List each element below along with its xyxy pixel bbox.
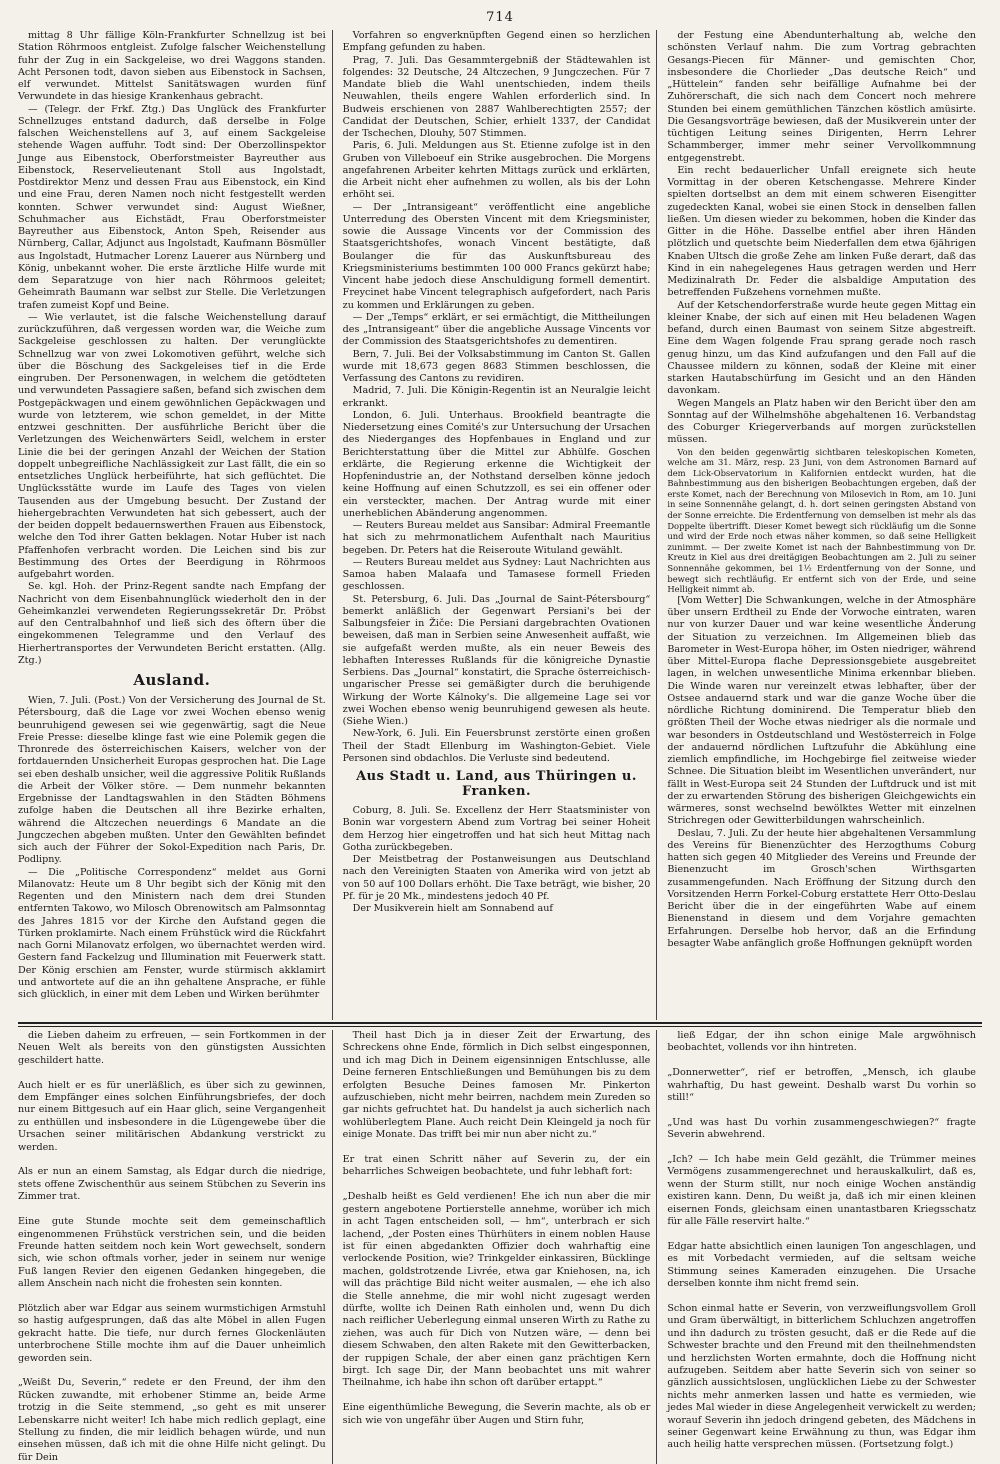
news-section [18, 30, 982, 1020]
article-text: Wien, 7. Juli. (Post.) Von der Versicherung des Journal de St. Pétersbourg, daß die Lage vor zwei Wochen ebenso wenig beunruhigend gewesen sei wie gegenwärtig, sagt die Neue Freie Presse: dieselbe klinge fast wie eine Polemik gegen die Thronrede des österreichischen Kaisers, welcher von der fortdauernden Unsicherheit Europas gesprochen hat. Die Lage sei eben deshalb unsicher, weil die aggressive Politik Rußlands die Arbeit der Völker störe. — Dem nunmehr bekannten Ergebnisse der Landtagswahlen in den Städten Böhmens zufolge haben die Deutschen all ihre Bezirke erhalten, während die Altczechen neuerdings 6 Mandate an die Jungczechen abgeben mußten. Unter den Gewählten befindet sich auch der Führer der Sokol-Expedition nach Paris, Dr. Podlipny. [18, 695, 326, 866]
article-text: Ein recht bedauerlicher Unfall ereignete sich heute Vormittag in der oberen Ketschengasse. Mehrere Kinder spielten dortselbst an dem mit einem schweren Eisengitter zugedeckten Kanal, wobei sie einen Stock in denselben fallen ließen. Um diesen wieder zu bekommen, hoben die Kinder das Gitter in die Höhe. Dasselbe entfiel aber ihren Händen plötzlich und quetschte beim Niederfallen dem etwa 6jährigen Knaben Ultsch die große Zehe am linken Fuße derart, daß das Kind in ein nahegelegenes Haus getragen werden und Herr Medizinalrath Dr. Feder die alsbaldige Amputation des betreffenden Fußzehens vornehmen mußte. [667, 164, 976, 299]
article-text: — Reuters Bureau meldet aus Sydney: Laut Nachrichten aus Samoa haben Malaafa und Tamasese formell Frieden geschlossen. [342, 556, 651, 593]
article-text: New-York, 6. Juli. Ein Feuersbrunst zerstörte einen großen Theil der Stadt Ellenburg im Washington-Gebiet. Viele Personen sind obdachlos. Die Verluste sind bedeutend. [342, 728, 651, 764]
news-column-2 [343, 30, 658, 1020]
article-text: St. Petersburg, 6. Juli. Das „Journal de Saint-Pétersbourg“ bemerkt anläßlich der Gegenwart Persiani's bei der Salbungsfeier in Žiče: Die Persiani dargebrachten Ovationen beweisen, daß man in Serbien seine Anwesenheit auffaßt, wie sie aufgefaßt werden mußte, als ein neuer Beweis des lebhaften Interesses Rußlands für die königreiche Dynastie Serbiens. Das „Journal“ konstatirt, die Sprache österreichisch-ungarischer Presse sei gemäßigter durch die beruhigende Wirkung der Worte Kálnoky's. Die allgemeine Lage sei vor zwei Wochen ebenso wenig beunruhigend gewesen als heute. (Siehe Wien.) [342, 593, 651, 727]
article-text: Coburg, 8. Juli. Se. Excellenz der Herr Staatsminister von Bonin war vorgestern Abend zum Vortrag bei seiner Hoheit dem Herzog hier eingetroffen und hat sich heut Mittag nach Gotha zurückbegeben. [342, 805, 651, 853]
article-text: Wegen Mangels an Platz haben wir den Bericht über den am Sonntag auf der Wilhelmshöhe abgehaltenen 16. Verbandstag des Coburger Kriegerverbands auf morgen zurückstellen müssen. [667, 397, 976, 446]
section-divider [18, 1022, 982, 1024]
article-text: — Der „Intransigeant“ veröffentlicht eine angebliche Unterredung des Obersten Vincent mit dem Kriegsminister, sowie die Aussage Vincents vor der Commission des Staatsgerichtshofes, wonach Vincent bestätigte, daß Boulanger die für das Auskunftsbureau des Kriegsministeriums bestimmten 100 000 Francs gekürzt habe; Vincent habe jedoch diese Anschuldigung formell dementirt. Freycinet habe Vincent telegraphisch aufgefordert, nach Paris zu kommen und Erklärungen zu geben. [342, 201, 651, 311]
article-text: Madrid, 7. Juli. Die Königin-Regentin ist an Neuralgie leicht erkrankt. [342, 385, 651, 409]
page-number: 714 [486, 10, 514, 25]
article-text: Se. kgl. Hoh. der Prinz-Regent sandte nach Empfang der Nachricht von dem Eisenbahnunglück wiederholt den in der Geheimkanzlei verwendeten Regierungssekretär Dr. Pröbst auf den Centralbahnhof und ließ sich des öftern über die eingekommenen Telegramme und den Verlauf des Hierhertransportes der Verwundeten Bericht erstatten. (Allg. Ztg.) [18, 581, 326, 666]
article-text: — (Telegr. der Frkf. Ztg.) Das Unglück des Frankfurter Schnellzuges entstand dadurch, daß derselbe in Folge falschen Weichenstellens auf 3, auf einem Sackgeleise stehende Wagen auffuhr. Todt sind: Der Oberzollinspektor Junge aus Eibenstock, Oberforstmeister Bayreuther aus Eibenstock, Reservelieutenant Stoll aus Ingolstadt, Postdirektor Menz und dessen Frau aus Eibenstock, ein Kind und eine Frau, deren Namen noch nicht festgestellt werden konnten. Schwer verwundet sind: August Wießner, Schuhmacher aus Eichstädt, Frau Oberforstmeister Bayreuther aus Eibenstock, Anton Speh, Reisender aus Nürnberg, Callar, Adjunct aus Ingolstadt, Kaufmann Bösmüller aus Ingolstadt, Hutmacher Lorenz Lauerer aus Nürnberg und König, unbekannt woher. Die erste ärztliche Hilfe wurde mit dem Separatzuge von hier nach Röhrmoos geleitet; Geheimrath Baumann war selbst zur Stelle. Die Verletzungen trafen zumeist Kopf und Beine. [18, 103, 326, 311]
news-column-3 [667, 30, 982, 1020]
article-text: Prag, 7. Juli. Das Gesammtergebniß der Städtewahlen ist folgendes: 32 Deutsche, 24 Altczechen, 9 Jungczechen. Für 7 Mandate blieb die Wahl unentschieden, indem theils Neuwahlen, theils engere Wahlen erforderlich sind. In Budweis erschienen von 2887 Wahlberechtigten 2557; der Candidat der Deutschen, Schier, erhielt 1337, der Candidat der Tschechen, Dlouhy, 507 Stimmen. [342, 54, 651, 139]
article-text: Der Musikverein hielt am Sonnabend auf [352, 903, 553, 914]
article-text: Der Meistbetrag der Postanweisungen aus Deutschland nach den Vereinigten Staaten von Amerika wird von jetzt ab von 50 auf 100 Dollars erhöht. Die Taxe beträgt, wie bisher, 20 Pf. für je 20 Mk., mindestens jedoch 40 Pf. [342, 854, 651, 902]
article-text: Auf der Ketschendorferstraße wurde heute gegen Mittag ein kleiner Knabe, der sich auf einen mit Heu beladenen Wagen befand, durch einen Baumast von seinem Sitze abgestreift. Eine dem Wagen folgende Frau sprang gerade noch rasch genug hinzu, um das Kind aufzufangen und den Fall auf die Chaussee mildern zu können, sodaß der Kleine mit einer starken Hautabschürfung im Gesicht und an den Händen davonkam. [667, 299, 976, 397]
story-text: ließ Edgar, der ihn schon einige Male argwöhnisch beobachtet, vollends vor ihn hintreten. „Donnerwetter“, rief er betroffen, „Mensch, ich glaube wahrhaftig, Du hast geweint. Deshalb warst Du vorhin so still!“ „Und was hast Du vorhin zusammengeschwiegen?“ fragte Severin abwehrend. „Ich? — Ich habe mein Geld gezählt, die Trümmer meines Vermögens zusammengerechnet und herauskalkulirt, daß es, wenn der Sturm stillt, nur noch einige Wochen anständig existiren kann. Denn, Du weißt ja, daß ich mir einen kleinen eisernen Fonds, gleichsam einen unantastbaren Kriegsschatz für alle Fälle reservirt halte.“ Edgar hatte absichtlich einen launigen Ton angeschlagen, und es mit Vorbedacht vermieden, auf die seltsam weiche Stimmung seines Kameraden einzugehen. Die Ursache derselben konnte ihm nicht fremd sein. Schon einmal hatte er Severin, von verzweiflungsvollem Groll und Gram überwältigt, in bitterlichem Schluchzen angetroffen und ihn dadurch zu trösten gesucht, daß er die Rede auf die Schwester brachte und den Freund mit den theilnehmendsten und herzlichsten Worten ermahnte, doch die Hoffnung nicht aufzugeben. Seitdem aber hatte Severin sich von seiner so gänzlich aussichtslosen, unglücklichen Liebe zu der Schwester nichts mehr anmerken lassen und hatte es vermieden, wie jedes Mal wieder in diese Angelegenheit verwickelt zu werden; worauf Severin ihn jedoch dringend gebeten, des Mädchens in seiner Gegenwart keine Erwähnung zu thun, was Edgar ihm auch heilig hatte versprechen müssen. (Fortsetzung folgt.) [667, 1030, 976, 1451]
article-text: Deslau, 7. Juli. Zu der heute hier abgehaltenen Versammlung des Vereins für Bienenzüchter des Herzogthums Coburg hatten sich gegen 40 Mitglieder des Vereins und Freunde der Bienenzucht im Grosch'schen Wirthsgarten zusammengefunden. Nach Eröffnung der Sitzung durch den Vorsitzenden Herrn Forkel-Coburg erstattete Herr Otto-Deslau Bericht über die in der eingeführten Wabe auf einem Bienenstand in diesem und dem Vorjahre gemachten Erfahrungen. Derselbe hob hervor, daß an die Erfindung besagter Wabe anfänglich große Hoffnungen geknüpft worden [667, 827, 976, 949]
article-text: Vorfahren so engverknüpften Gegend einen so herzlichen Empfang gefunden zu haben. [342, 30, 651, 54]
section-divider [18, 1026, 982, 1027]
article-text: mittag 8 Uhr fällige Köln-Frankfurter Schnellzug ist bei Station Röhrmoos entgleist. Zufolge falscher Weichenstellung fuhr der Zug in ein Sackgeleise, wo drei Waggons standen. Acht Personen todt, davon sieben aus Eibenstock in Sachsen, elf verwundet. Mittelst Sanitätswagen wurden fünf Verwundete in das hiesige Krankenhaus gebracht. [18, 30, 326, 103]
feuilleton-section [18, 1030, 982, 1463]
article-text: — Reuters Bureau meldet aus Sansibar: Admiral Freemantle hat sich zu mehrmonatlichem Aufenthalt nach Mauritius begeben. Dr. Peters hat die Reiseroute Wituland gewählt. [342, 520, 651, 556]
article-text: [Vom Wetter] Die Schwankungen, welche in der Atmosphäre über unsern Erdtheil zu Ende der Vorwoche eintraten, waren nur von kurzer Dauer und war keine wesentliche Änderung der Situation zu verzeichnen. Im Allgemeinen blieb das Barometer in West-Europa höher, im Osten niedriger, während über Mittel-Europa flache Depressionsgebiete ausgebreitet lagen, in welchen unwesentliche Minima erkennbar blieben. Die Winde waren nur vereinzelt etwas lebhafter, über der Ostsee andauernd stark und war die ganze Woche über die nördliche Richtung dominirend. Die Temperatur blieb den größten Theil der Woche etwas niedriger als die normale und war besonders in Ostdeutschland und Westösterreich in Folge der andauernd nördlichen Luftzufuhr die Abkühlung eine ziemlich empfindliche, im Hochgebirge fiel zeitweise wieder Schnee. Die Situation bleibt im Wesentlichen unverändert, nur fällt in West-Europa seit 24 Stunden der Luftdruck und ist mit der zu erwartenden Störung des bisherigen Gleichgewichts ein wärmeres, sonst wechselnd bewölktes Wetter mit einzelnen Strichregen oder Gewitterbildungen wahrscheinlich. [667, 594, 976, 827]
section-heading-local: Aus Stadt u. Land, aus Thüringen u. Franken. [356, 769, 637, 799]
feuilleton-column-3 [667, 1030, 982, 1464]
story-text: die Lieben daheim zu erfreuen, — sein Fortkommen in der Neuen Welt als bereits von den günstigsten Aussichten geschildert hatte. Auch hielt er es für unerläßlich, es über sich zu gewinnen, dem Empfänger eines solchen Einführungsbriefes, der doch nur einem Bittgesuch auf ein Haar glich, seine Vergangenheit zu enthüllen und insbesondere in die Lügengewebe über die Ursachen seiner militärischen Abdankung verstrickt zu werden. Als er nun an einem Samstag, als Edgar durch die niedrige, stets offene Zwischenthür aus seinem Stübchen zu Severin ins Zimmer trat. Eine gute Stunde mochte seit dem gemeinschaftlich eingenommenen Frühstück verstrichen sein, und die beiden Freunde hatten seitdem noch kein Wort gewechselt, sondern sich, wie schon oftmals vorher, jeder in seinem nur wenige Fuß langen Revier den eigenen Gedanken hingegeben, die allem Anschein nach nicht die frohesten sein konnten. Plötzlich aber war Edgar aus seinem wurmstichigen Armstuhl so hastig aufgesprungen, daß das alte Möbel in allen Fugen gekracht hatte. Die tiefe, nur durch fernes Glockenläuten unterbrochene Stille mochte ihm auf die Dauer unheimlich geworden sein. „Weißt Du, Severin,“ redete er den Freund, der ihm den Rücken zuwandte, mit erhobener Stimme an, beide Arme trotzig in die Seite stemmend, „so geht es mit unserer Lebenskarre nicht weiter! Ich habe mich redlich geplagt, eine Stellung zu finden, die mir leidlich behagen würde, und nun einsehen müssen, daß ich mit die ohne Hilfe nicht gelingt. Du für Dein [18, 1030, 326, 1463]
feuilleton-column-1 [18, 1030, 333, 1464]
article-text: der Festung eine Abendunterhaltung ab, welche den schönsten Verlauf nahm. Die zum Vortrag gebrachten Gesangs-Piecen für Männer- und gemischten Chor, insbesondere die Chorlieder „Das deutsche Reich“ und „Hüttelein“ fanden sehr beifällige Aufnahme bei der Zuhörerschaft, die sich nach dem Concert noch mehrere Stunden bei einem gemüthlichen Tänzchen köstlich amüsirte. Die Gesangsvorträge bewiesen, daß der Musikverein unter der tüchtigen Leitung seines Dirigenten, Herrn Lehrer Schammberger, immer mehr seiner Vervollkommnung entgegenstrebt. [667, 30, 976, 164]
news-column-1 [18, 30, 333, 1020]
article-text: Paris, 6. Juli. Meldungen aus St. Etienne zufolge ist in den Gruben von Villeboeuf ein Strike ausgebrochen. Die Morgens angefahrenen Arbeiter kehrten Mittags zurück und erklärten, die Arbeit nicht eher aufnehmen zu wollen, als bis der Lohn erhöht sei. [342, 140, 651, 201]
article-text: Von den beiden gegenwärtig sichtbaren teleskopischen Kometen, welche am 31. März, resp. 23 Juni, von dem Astronomen Barnard auf dem Lick-Observatorium in Kalifornien entdeckt wurden, hat die Bahnbestimmung aus den bisherigen Beobachtungen ergeben, daß der erste Komet, nach der Berechnung von Milosevich in Rom, am 10. Juni in seine Sonnennähe gelangt, d. h. dort seinen geringsten Abstand von der Sonne erreichte. Die Erdentfernung von demselben ist mehr als das Doppelte übertrifft. Dieser Komet bewegt sich rückläufig um die Sonne und wird der Erde noch etwas näher kommen, so daß seine Helligkeit zunimmt. — Der zweite Komet ist nach der Bahnbestimmung von Dr. Kreutz in Kiel aus drei dreitägigen Beobachtungen am 2. Juli zu seiner Sonnennähe gekommen, bei 1½ Erdentfernung von der Sonne, und bewegt sich rechtläufig. Er entfernt sich von der Erde, und seine Helligkeit nimmt ab. [667, 446, 976, 595]
article-text: — Wie verlautet, ist die falsche Weichenstellung darauf zurückzuführen, daß vergessen worden war, die Weiche zum Sackgeleise geschlossen zu halten. Der verunglückte Schnellzug war von zwei Lokomotiven geführt, welche sich über die Böschung des Sackgeleises tief in die Erde eingruben. Der Personenwagen, in welchem die getödteten und verwundeten Passagiere saßen, befand sich zwischen dem Postgepäckwagen und einem gewöhnlichen Gepäckwagen und wurde von letzterem, wie schon gemeldet, in der Mitte entzwei geschnitten. Der ausführliche Bericht über die Verletzungen des Weichenwärters Seidl, welchem in erster Linie die bei der geringen Anzahl der Weichen der Station doppelt unbegreifliche Nachlässigkeit zur Last fällt, die ein so entsetzliches Unglück herbeiführte, hat sich geflüchtet. Die Unglücksstätte wurde im Laufe des Tages von vielen Tausenden aus der Umgebung besucht. Der Zustand der hiehergebrachten Verwundeten hat sich gebessert, auch der der beiden doppelt bedauernswerthen Frauen aus Eibenstock, welche den Tod ihrer Gatten beklagen. Notar Huber ist nach Pfaffenhofen verbracht worden. Die Leichen sind bis zur Bestimmung des Ortes der Beerdigung in Röhrmoos aufgebahrt worden. [18, 311, 326, 580]
article-text: London, 6. Juli. Unterhaus. Brookfield beantragte die Niedersetzung eines Comité's zur Untersuchung der Ursachen des Niederganges des Hopfenbaues in England und zur Berichterstattung über die Mittel zur Abhülfe. Goschen erklärte, die Regierung erkenne die Wichtigkeit der Hopfenindustrie an, der Nothstand derselben könne jedoch keine Hoffnung auf einen Schutzzoll, es sei ein offener oder ein versteckter, machen. Der Antrag wurde mit einer unerheblichen Abänderung angenommen. [342, 409, 651, 519]
section-heading-ausland: Ausland. [133, 671, 211, 689]
story-text: Theil hast Dich ja in dieser Zeit der Erwartung, des Schreckens ohne Ende, förmlich in Dich selbst eingesponnen, und ich mag Dich in Deinem eigensinnigen Entschlusse, alle Deine ferneren Entschließungen und Bemühungen bis zu dem erfolgten Besuche Deines famosen Mr. Pinkerton aufzuschieben, nicht mehr beirren, nachdem mein Zureden so gar nichts gefruchtet hat. Du handelst ja auch sicherlich nach wohlüberlegtem Plane. Auch reicht Dein Kleingeld ja noch für einige Monate. Das trifft bei mir nun aber nicht zu.“ Er trat einen Schritt näher auf Severin zu, der ein beharrliches Schweigen beobachtete, und fuhr lebhaft fort: „Deshalb heißt es Geld verdienen! Ehe ich nun aber die mir gestern angebotene Portierstelle annehme, worüber ich mich in acht Tagen entscheiden soll, — hm“, unterbrach er sich lachend, „der Posten eines Thürhüters in einem noblen Hause ist für einen abgedankten Offizier doch wahrhaftig eine verlockende Position, wie? Trinkgelder einkassiren, Bücklinge machen, goldstrotzende Livrée, etwa gar Kniehosen, na, ich will das prächtige Bild nicht weiter ausmalen, — ehe ich also die Stelle annehme, die mir wohl nicht zugesagt werden dürfte, wollte ich Deinen Rath einholen und, wenn Du dich nach reiflicher Ueberlegung einmal unseren Wirth zu Rathe zu ziehen, was auch für Dich von Nutzen wäre, — denn bei diesem Schwaben, den alten Rakete mit den Gewitterbacken, der ruppigen Schale, der aber einen ganz prächtigen Kern birgt. Ich sage Dir, der Mann beobachtet uns mit wahrer Theilnahme, ich habe ihn schon oft darüber ertappt.“ Eine eigenthümliche Bewegung, die Severin machte, als ob er sich wie von ungefähr über Augen und Stirn fuhr, [342, 1030, 651, 1426]
article-text: — Die „Politische Correspondenz“ meldet aus Gorni Milanovatz: Heute um 8 Uhr begibt sich der König mit den Regenten und den Ministern nach dem drei Stunden entfernten Takowo, wo Milosch Obrenowitsch am Palmsonntag des Jahres 1815 vor der Kirche den Aufstand gegen die Türken proklamirte. Nach einem Frühstück wird die Rückfahrt nach Gorni Milanovatz erfolgen, wo übernachtet werden wird. Gestern fand Fackelzug und Illumination mit Feuerwerk statt. Der König erschien am Fenster, wurde stürmisch akklamirt und antwortete auf die an ihn gehaltene Ansprache, er fühle sich glücklich, in einer mit dem Leben und Wirken berühmter [18, 866, 326, 1000]
feuilleton-column-2 [343, 1030, 658, 1464]
article-text: Bern, 7. Juli. Bei der Volksabstimmung im Canton St. Gallen wurde mit 18,673 gegen 8683 Stimmen beschlossen, die Verfassung des Cantons zu revidiren. [342, 348, 651, 384]
article-text: — Der „Temps“ erklärt, er sei ermächtigt, die Mittheilungen des „Intransigeant“ über die angebliche Aussage Vincents vor der Commission des Staatsgerichtshofes zu dementiren. [342, 311, 651, 348]
